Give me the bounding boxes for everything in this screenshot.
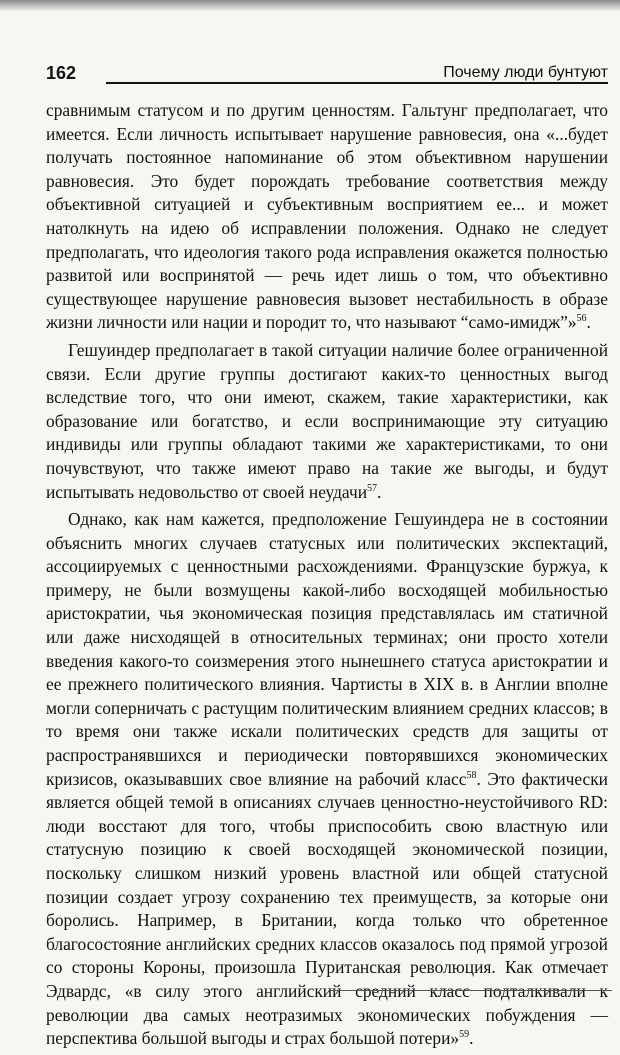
body-text: [46, 99, 608, 1055]
footnote-ref[interactable]: 56: [576, 313, 587, 325]
scan-edge-shadow: [0, 0, 620, 12]
footer-rule: [330, 990, 612, 991]
paragraph-text: Гешуиндер предполагает в такой ситуации наличие более ограниченной связи. Если другие группы достигают каких-то ценностных выгод вследствие того, что они имеют, скажем, такие характеристики, как образование или богатство, и если воспринимающие эту ситуацию индивиды или группы обладают такими же характеристиками, то они почувствуют, что также имеют право на такие же выгоды, и будут испытывать недовольство от своей неудачи: [46, 339, 608, 502]
paragraph-2: [46, 339, 608, 504]
paragraph-tail: .: [469, 1028, 474, 1049]
footnote-ref[interactable]: 57: [367, 482, 378, 494]
paragraph-text: Однако, как нам кажется, предположение Гешуиндера не в состоянии объяснить многих случаев статусных или политических экспектаций, ассоциируемых с ценностными расхождениями. Французские буржуа, к примеру, не были возмущены какой-либо восходящей мобильностью аристократии, чья экономическая позиция представлялась им статичной или даже нисходящей в относительных терминах; они просто хотели введения какого-то соизмерения этого нынешнего статуса аристократии и ее прежнего политического влияния. Чартисты в XIX в. в Англии вполне могли соперничать с растущим политическим влиянием средних классов; в то время они также искали политических средств для защиты от распространявшихся и периодически повторявшихся экономических кризисов, оказывавших свое влияние на рабочий класс: [46, 509, 608, 789]
paragraph-1: [46, 99, 608, 335]
footnote-ref[interactable]: 59: [459, 1029, 470, 1041]
page-header: [46, 62, 608, 88]
running-title: Почему люди бунтуют: [443, 64, 608, 81]
paragraph-3: [46, 508, 608, 1051]
paragraph-text: сравнимым статусом и по другим ценностям. Гальтунг предполагает, что имеется. Если личность испытывает нарушение равновесия, она «...будет получать постоянное напоминание об этом объективном нарушении равновесия. Это будет порождать требование соответствия между объективной ситуацией и субъективным восприятием ее... и может натолкнуть на идею об исправлении положения. Однако не следует предполагать, что идеология такого рода исправления окажется полностью развитой или воспринятой — речь идет лишь о том, что объективно существующее нарушение равновесия вызовет нестабильность в образе жизни личности или нации и породит то, что называют “само-имидж”»: [46, 100, 608, 333]
page-number: 162: [46, 63, 77, 83]
paragraph-tail: .: [377, 481, 382, 502]
paragraph-tail: . Это фактически является общей темой в описаниях случаев ценностно-неустойчивого RD: люди восстают для того, чтобы приспособить свою властную или статусную позицию к своей восходящей экономической позиции, поскольку слишком низкий уровень властной или общей статусной позиции создает угрозу сохранению тех преимуществ, за которые они боролись. Например, в Британии, когда только что обретенное благосостояние английских средних классов оказалось под прямой угрозой со стороны Короны, произошла Пуританская революция. Как отмечает Эдвардс, «в силу этого английский средний класс подталкивали к революции два самых неотразимых экономических побуждения — перспектива большой выгоды и страх большой потери»: [46, 768, 608, 1049]
footnote-ref[interactable]: 58: [466, 769, 477, 781]
paragraph-tail: .: [586, 312, 591, 333]
